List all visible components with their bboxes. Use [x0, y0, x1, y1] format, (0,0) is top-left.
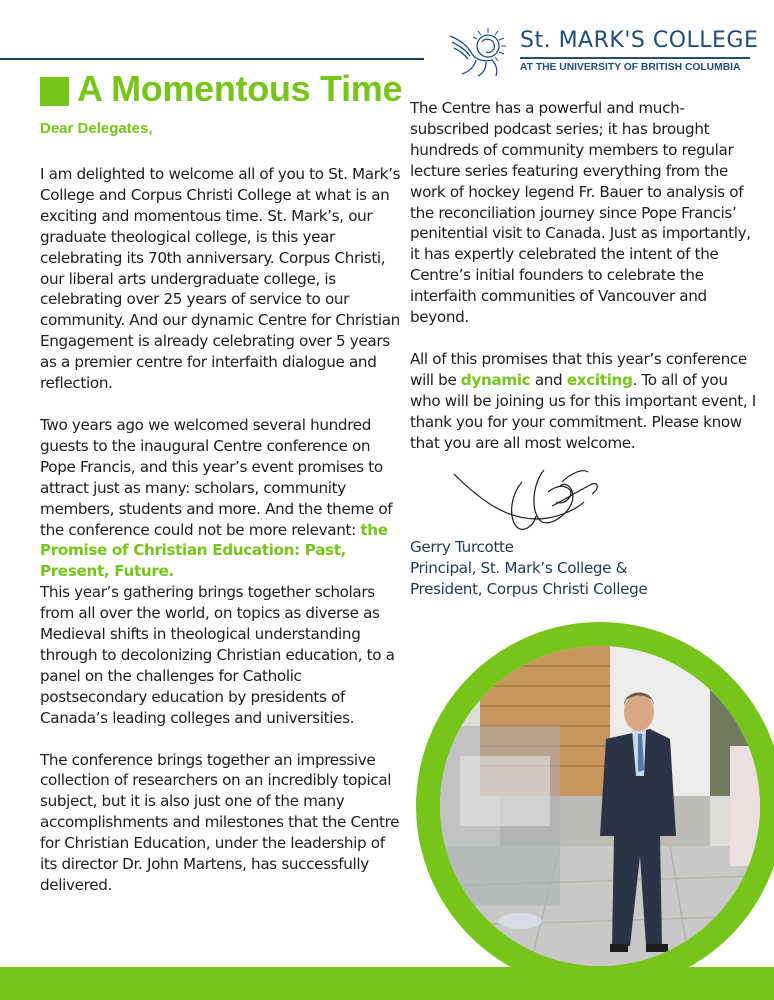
paragraph: I am delighted to welcome all of you to St. Mark’s College and Corpus Christi College at what is an exciting and momentous time. St. Mark’s, our graduate theological college, is this year celebrating its 70th anniversary. Corpus Christi, our liberal arts undergraduate college, is celebrating over 25 years of service to our community. And our dynamic Centre for Christian Engagement is already celebrating over 5 years as a premier centre for interfaith dialogue and reflection. [40, 165, 401, 393]
paragraph [410, 349, 762, 454]
paragraph-text: This year’s gathering brings together scholars from all over the world, on topics as diverse as Medieval shifts in theological understanding through to decolonizing Christian education, to a panel on the challenges for Catholic postsecondary education by presidents of Canada’s leading colleges and universities. [40, 583, 395, 727]
signer-role: Principal, St. Mark’s College & [410, 558, 628, 577]
greeting: Dear Delegates, [40, 120, 153, 137]
conference-theme: the Promise of Christian Education: Past, Present, Future. [40, 520, 388, 581]
paragraph [40, 415, 402, 729]
title-text: A Momentous Time [77, 68, 403, 109]
college-logo [446, 24, 759, 80]
page-title [40, 68, 402, 110]
portrait-photo [440, 646, 760, 966]
signer-name: Gerry Turcotte [410, 538, 514, 556]
handwritten-signature [452, 462, 612, 536]
right-column [410, 98, 762, 475]
logo-subtitle: AT THE UNIVERSITY OF BRITISH COLUMBIA [520, 62, 741, 73]
paragraph-text: and [530, 370, 567, 389]
header-rule [0, 58, 424, 60]
winged-lion-icon [446, 24, 516, 80]
paragraph: The conference brings together an impressive collection of researchers on an incredibly topical subject, but it is also just one of the many accomplishments and milestones that the Centre for Christian Education, under the leadership of its director Dr. John Martens, has successfully delivered. [40, 750, 400, 894]
paragraph-text: All of this promises that this year’s conference will be [410, 349, 747, 389]
portrait-illustration [440, 646, 760, 966]
logo-divider [520, 57, 750, 59]
logo-title: St. MARK'S COLLEGE [520, 28, 759, 53]
title-square-icon [40, 77, 69, 106]
left-column [40, 164, 402, 917]
paragraph: The Centre has a powerful and much-subscribed podcast series; it has brought hundreds of community members to regular lecture series featuring everything from the work of hockey legend Fr. Bauer to analysis of the reconciliation journey since Pope Francis’ penitential visit to Canada. Just as importantly, it has expertly celebrated the intent of the Centre’s initial founders to celebrate the interfaith communities of Vancouver and beyond. [410, 99, 751, 327]
highlight-exciting: exciting [566, 370, 633, 389]
signer-role: President, Corpus Christi College [410, 579, 648, 598]
signer-block [410, 537, 647, 600]
highlight-dynamic: dynamic [460, 370, 531, 389]
paragraph-text: . To all of you who will be joining us for this important event, I thank you for your commitment. Please know that you are all most welcome. [410, 370, 756, 452]
paragraph-text: Two years ago we welcomed several hundred guests to the inaugural Centre conference on Pope Francis, and this year’s event promises to attract just as many: scholars, community members, students and more. And the theme of the conference could not be more relevant: [40, 415, 393, 539]
